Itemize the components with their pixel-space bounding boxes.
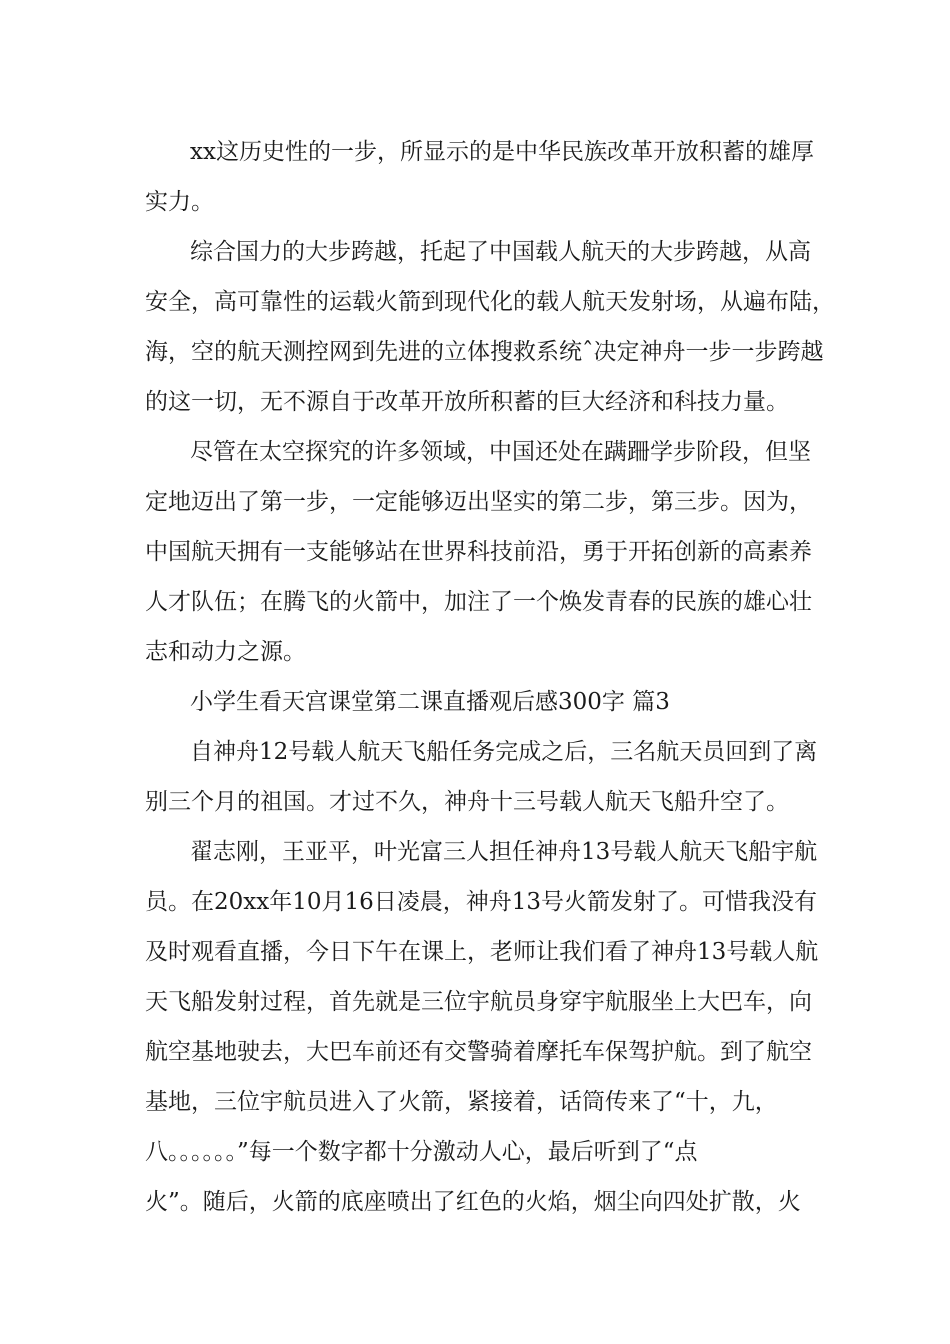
- paragraph-5-line-3: 及时观看直播，今日下午在课上，老师让我们看了神舟13号载人航: [145, 939, 819, 965]
- paragraph-3-line-1: 尽管在太空探究的许多领域，中国还处在蹒跚学步阶段，但坚: [190, 439, 811, 465]
- paragraph-2-line-3: 海，空的航天测控网到先进的立体搜救系统ˆ决定神舟一步一步跨越: [145, 339, 824, 365]
- paragraph-5-line-1: 翟志刚，王亚平，叶光富三人担任神舟13号载人航天飞船宇航: [190, 839, 818, 865]
- paragraph-3-line-4: 人才队伍；在腾飞的火箭中，加注了一个焕发青春的民族的雄心壮: [145, 589, 812, 615]
- paragraph-5-line-5: 航空基地驶去，大巴车前还有交警骑着摩托车保驾护航。到了航空: [145, 1039, 812, 1065]
- paragraph-1-line-2: 实力。: [145, 189, 214, 215]
- paragraph-5-line-7: 八。。。。。。”每一个数字都十分激动人心，最后听到了“点: [145, 1139, 698, 1165]
- paragraph-2-line-2: 安全，高可靠性的运载火箭到现代化的载人航天发射场，从遍布陆，: [145, 289, 835, 315]
- paragraph-2-line-1: 综合国力的大步跨越，托起了中国载人航天的大步跨越，从高: [190, 239, 811, 265]
- paragraph-1-line-1: xx这历史性的一步，所显示的是中华民族改革开放积蓄的雄厚: [190, 139, 814, 165]
- paragraph-5-line-2: 员。在20xx年10月16日凌晨，神舟13号火箭发射了。可惜我没有: [145, 889, 818, 915]
- paragraph-4-line-2: 别三个月的祖国。才过不久，神舟十三号载人航天飞船升空了。: [145, 789, 789, 815]
- paragraph-4-line-1: 自神舟12号载人航天飞船任务完成之后，三名航天员回到了离: [190, 739, 818, 765]
- paragraph-5-line-6: 基地，三位宇航员进入了火箭，紧接着，话筒传来了“十，九，: [145, 1089, 778, 1115]
- paragraph-2-line-4: 的这一切，无不源自于改革开放所积蓄的巨大经济和科技力量。: [145, 389, 789, 415]
- paragraph-5-line-4: 天飞船发射过程，首先就是三位宇航员身穿宇航服坐上大巴车，向: [145, 989, 812, 1015]
- paragraph-3-line-2: 定地迈出了第一步，一定能够迈出坚实的第二步，第三步。因为，: [145, 489, 812, 515]
- paragraph-5-line-8: 火”。随后，火箭的底座喷出了红色的火焰，烟尘向四处扩散，火: [145, 1189, 801, 1215]
- paragraph-3-line-5: 志和动力之源。: [145, 639, 306, 665]
- section-heading: 小学生看天宫课堂第二课直播观后感300字 篇3: [190, 689, 670, 715]
- paragraph-3-line-3: 中国航天拥有一支能够站在世界科技前沿，勇于开拓创新的高素养: [145, 539, 812, 565]
